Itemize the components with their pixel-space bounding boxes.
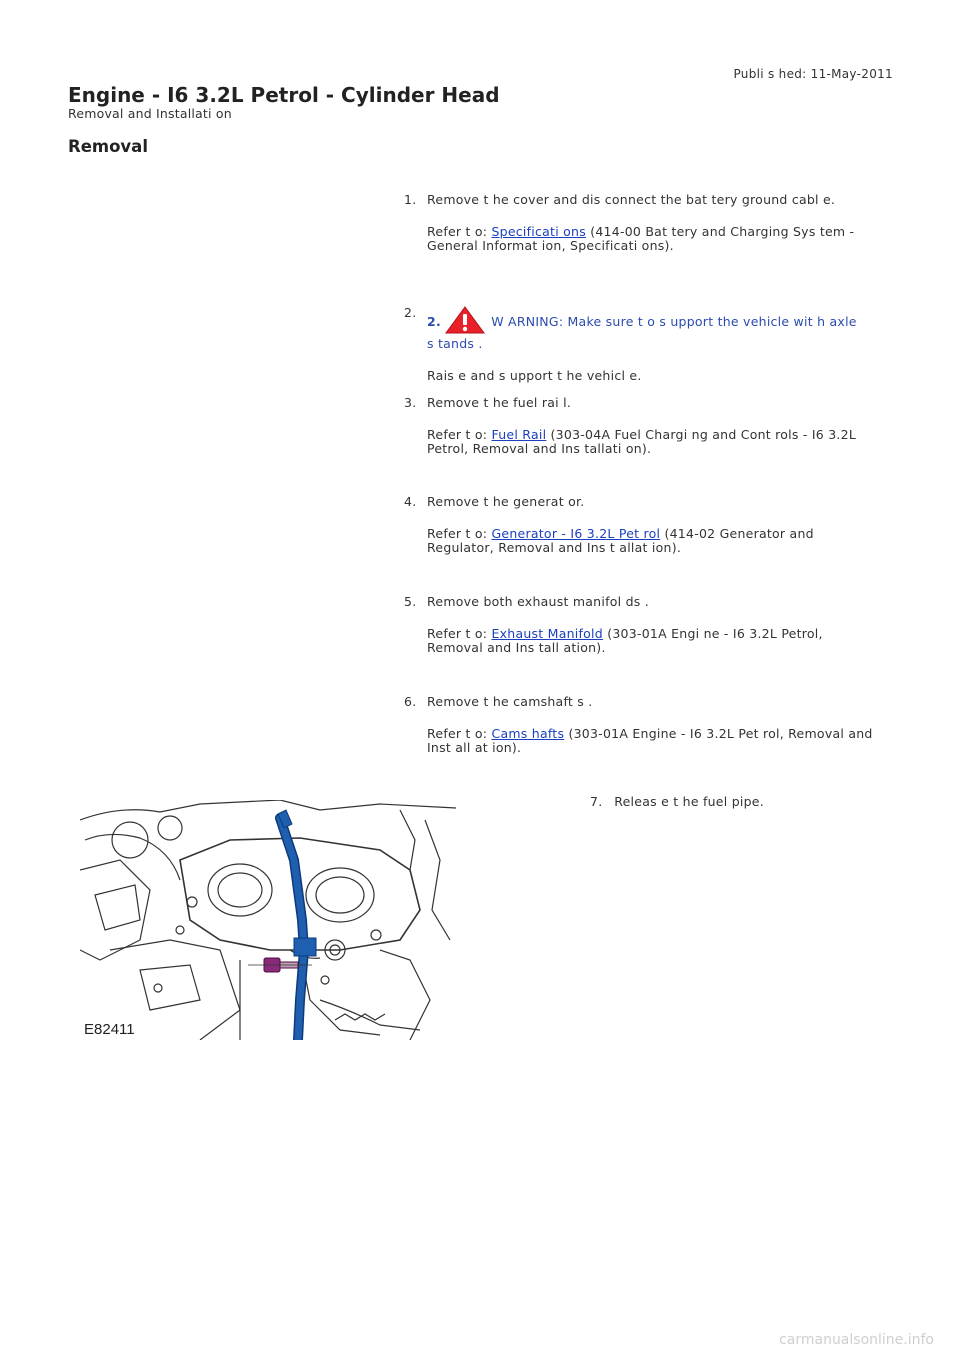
reference-line-2: Regulator, Removal and Ins t allat ion). (427, 540, 682, 555)
reference-prefix: Refer t o: (427, 726, 492, 741)
step-number: 7. (590, 794, 603, 809)
published-date: Publi s hed: 11-May-2011 (733, 67, 893, 81)
specifications-link[interactable]: Specificati ons (491, 224, 586, 239)
section-heading: Removal (68, 137, 148, 156)
step-text: Remove both exhaust manifol ds . (427, 594, 649, 609)
reference-line-2: Inst all at ion). (427, 740, 522, 755)
reference-prefix: Refer t o: (427, 427, 492, 442)
warning-message: W ARNING: Make sure t o s upport the vehicle wit h axle (491, 314, 857, 329)
warning-triangle-icon (445, 306, 485, 337)
reference-suffix: (303-01A Engi ne - I6 3.2L Petrol, (602, 626, 823, 641)
page-title: Engine - I6 3.2L Petrol - Cylinder Head (68, 83, 500, 107)
reference-line-2: Petrol, Removal and Ins tallati on). (427, 441, 652, 456)
engine-illustration (80, 800, 456, 1040)
warning-text (427, 306, 887, 351)
reference-suffix: (414-02 Generator and (660, 526, 814, 541)
step-7 (590, 794, 764, 809)
step-number: 1. (404, 192, 417, 207)
step-text: Remove t he generat or. (427, 494, 585, 509)
fuel-pipe-diagram (80, 800, 456, 1040)
step-reference (427, 428, 887, 456)
step-number: 5. (404, 594, 417, 609)
step-reference (427, 727, 887, 755)
site-watermark: carmanualsonline.info (779, 1332, 934, 1348)
step-number: 3. (404, 395, 417, 410)
reference-prefix: Refer t o: (427, 626, 492, 641)
warning-message-line-2: s tands . (427, 336, 483, 351)
page-subtitle: Removal and Installati on (68, 106, 232, 121)
reference-prefix: Refer t o: (427, 526, 492, 541)
fuel-pipe (278, 810, 316, 1040)
step-number: 2. (404, 305, 417, 320)
exhaust-manifold-link[interactable]: Exhaust Manifold (491, 626, 603, 641)
figure-caption: E82411 (84, 1021, 135, 1038)
reference-suffix: (303-01A Engine - I6 3.2L Pet rol, Removal and (564, 726, 873, 741)
warning-number: 2. (427, 314, 441, 329)
step-text: Releas e t he fuel pipe. (614, 794, 764, 809)
generator-link[interactable]: Generator - I6 3.2L Pet rol (491, 526, 661, 541)
reference-suffix: (303-04A Fuel Chargi ng and Cont rols - I6 3.2L (546, 427, 857, 442)
fuel-rail-link[interactable]: Fuel Rail (491, 427, 547, 442)
step-number: 6. (404, 694, 417, 709)
reference-line-2: General Informat ion, Specificati ons). (427, 238, 674, 253)
reference-line-2: Removal and Ins tall ation). (427, 640, 606, 655)
step-reference (427, 627, 887, 655)
step-text: Rais e and s upport t he vehicl e. (427, 368, 642, 383)
step-text: Remove t he fuel rai l. (427, 395, 572, 410)
step-number: 4. (404, 494, 417, 509)
step-text: Remove t he camshaft s . (427, 694, 593, 709)
reference-suffix: (414-00 Bat tery and Charging Sys tem - (585, 224, 855, 239)
step-text: Remove t he cover and dis connect the bat tery ground cabl e. (427, 192, 836, 207)
camshafts-link[interactable]: Cams hafts (491, 726, 565, 741)
step-reference (427, 527, 887, 555)
step-reference (427, 225, 887, 253)
reference-prefix: Refer t o: (427, 224, 492, 239)
